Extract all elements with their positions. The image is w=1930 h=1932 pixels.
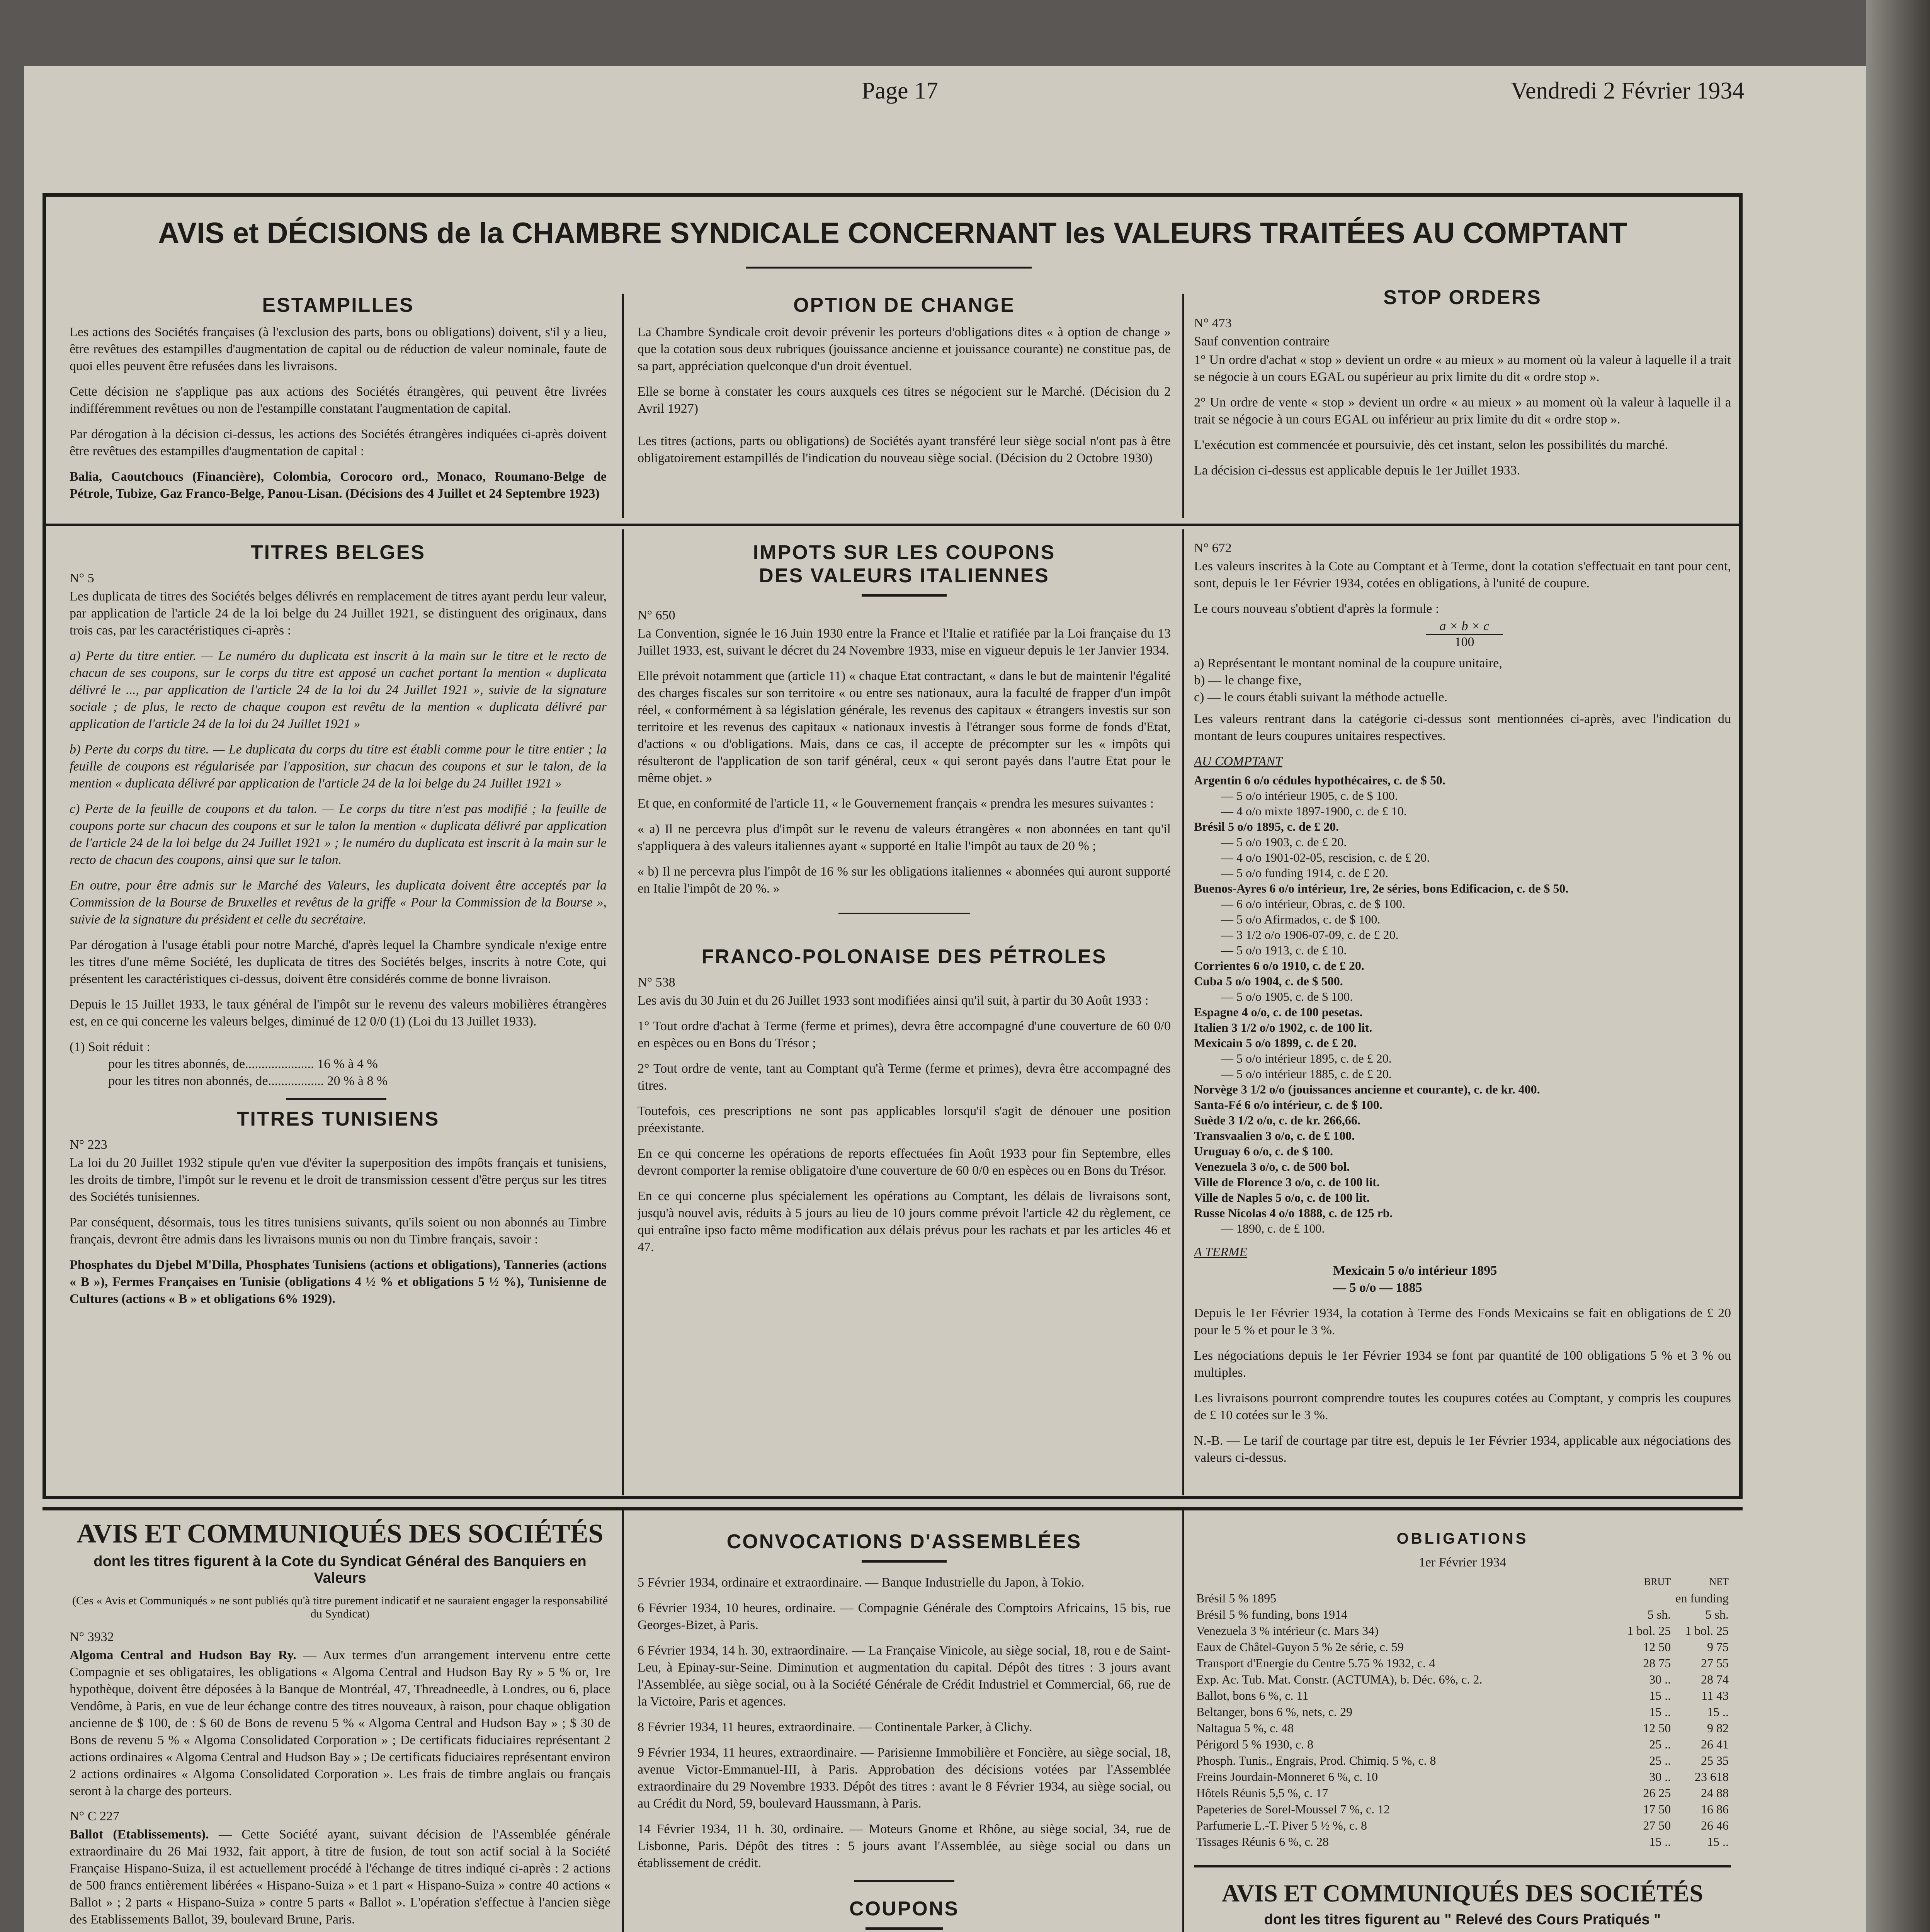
convocation-item: 14 Février 1934, 11 h. 30, ordinaire. — Moteurs Gnome et Rhône, au siège social, 34, rue de Lisbonne, Paris. Dépôt des titres : 5 jours avant l'Assemblée, au siège social ou dans un établissement de crédit. [638, 1822, 1171, 1870]
obligation-name: Hôtels Réunis 5,5 %, c. 17 [1196, 1786, 1328, 1800]
coupure-item: Suède 3 1/2 o/o, c. de kr. 266,66. [1194, 1113, 1360, 1127]
obligation-brut: 25 .. [1649, 1753, 1671, 1767]
divider [1182, 294, 1184, 518]
divider [1182, 529, 1184, 1495]
n672-p3: Les valeurs rentrant dans la catégorie ci-dessus sont mentionnées ci-après, avec l'indication du montant de leurs coupures unitaires respectives. [1194, 712, 1731, 743]
belges-note0: (1) Soit réduit : [70, 1040, 150, 1054]
avis-paragraph [70, 1647, 610, 1800]
obligation-name: Périgord 5 % 1930, c. 8 [1196, 1737, 1314, 1751]
title-rule [746, 267, 1032, 269]
table-row [1194, 1752, 1731, 1769]
impots-rule [862, 594, 947, 597]
coupure-item: — 5 o/o 1913, c. de £ 10. [1221, 943, 1347, 957]
tunisiens-p1: La loi du 20 Juillet 1932 stipule qu'en vue d'éviter la superposition des impôts français et tunisiens, les droits de timbre, l'impôt sur le revenu et le droit de transmission cessent d'être perçus sur les titres des Sociétés tunisiennes. [70, 1156, 607, 1204]
obligation-net: 15 .. [1707, 1705, 1729, 1719]
terme-2: — 5 o/o — 1885 [1333, 1281, 1422, 1295]
bottom-frame-top [43, 1507, 1743, 1510]
stop-p1: 1° Un ordre d'achat « stop » devient un ordre « au mieux » au moment où la valeur à laquelle il a trait se négocie à un cours EGAL ou supérieur au prix limite du dit « ordre stop ». [1194, 353, 1731, 384]
formula-numerator: a × b × c [1426, 619, 1503, 635]
sep-rule [286, 1098, 386, 1100]
obligation-brut: 5 sh. [1647, 1607, 1671, 1621]
coupure-item: Corrientes 6 o/o 1910, c. de £ 20. [1194, 959, 1364, 973]
obligation-net: 1 bol. 25 [1685, 1624, 1729, 1638]
belges-p3: b) Perte du corps du titre. — Le duplicata du corps du titre est établi comme pour le titre entier ; la feuille de coupons est régularisée par l'apposition, sur chacun des coupons et sur le talon, de la mention « duplicata délivré par application de l'article 24 de la loi belge du 24 Juillet 1921 » [70, 742, 607, 791]
belges-p1: Les duplicata de titres des Sociétés belges délivrés en remplacement de titres ayant perdu leur valeur, par application de l'article 24 de la loi belge du 24 Juillet 1921, se distinguent des originaux, dans trois cas, par les caractéristiques ci-après : [70, 589, 607, 638]
stop-p2: 2° Un ordre de vente « stop » devient un ordre « au mieux » au moment où la valeur à laquelle il a trait se négocie à un cours EGAL ou inférieur au prix limite du dit « ordre stop ». [1194, 395, 1731, 427]
table-row [1194, 1720, 1731, 1736]
n672-p6: Les livraisons pourront comprendre toutes les coupures cotées au Comptant, y compris les coupures de £ 10 cotées sur le 3 %. [1194, 1391, 1731, 1422]
avis-left-items [70, 1630, 610, 1932]
obligation-net: 26 41 [1701, 1737, 1729, 1751]
divider [622, 294, 624, 518]
convocation-item: 8 Février 1934, 11 heures, extraordinaire. — Continentale Parker, à Clichy. [638, 1720, 1032, 1734]
coupure-item: Brésil 5 o/o 1895, c. de £ 20. [1194, 820, 1339, 833]
n672-c: c) — le cours établi suivant la méthode actuelle. [1194, 690, 1448, 704]
book-spine [1866, 0, 1930, 1932]
coupure-item: Mexicain 5 o/o 1899, c. de £ 20. [1194, 1036, 1357, 1050]
obligation-net: 27 55 [1701, 1656, 1729, 1670]
main-title: AVIS et DÉCISIONS de la CHAMBRE SYNDICALE CONCERNANT les VALEURS TRAITÉES AU COMPTANT [158, 217, 1627, 250]
coupure-item: — 5 o/o funding 1914, c. de £ 20. [1221, 866, 1388, 880]
obligation-net: 15 .. [1707, 1835, 1729, 1849]
n672-section [1194, 541, 1731, 1488]
divider [1182, 1510, 1184, 1932]
table-row [1194, 1801, 1731, 1817]
coupure-item: — 5 o/o 1905, c. de $ 100. [1221, 990, 1353, 1003]
table-row [1194, 1590, 1731, 1606]
convocations-rule [862, 1560, 947, 1563]
table-row [1194, 1687, 1731, 1704]
obligations-date: 1er Février 1934 [1418, 1555, 1507, 1570]
franco-p3: 2° Tout ordre de vente, tant au Comptant qu'à Terme (ferme et primes), devra être accompagné des titres. [638, 1061, 1171, 1093]
coupons-mid-title: COUPONS [849, 1898, 959, 1920]
estampilles-p2: Cette décision ne s'applique pas aux actions des Sociétés étrangères, qui peuvent être livrées indifféremment revêtues ou non de l'estampille constatant l'augmentation de capital. [70, 384, 607, 416]
table-row [1194, 1622, 1731, 1639]
obligation-name: Phosph. Tunis., Engrais, Prod. Chimiq. 5 %, c. 8 [1196, 1753, 1436, 1767]
tunisiens-title: TITRES TUNISIENS [236, 1108, 440, 1130]
avis-company: Algoma Central and Hudson Bay Ry. [70, 1648, 296, 1662]
obligation-name: Transport d'Energie du Centre 5.75 % 1932, c. 4 [1196, 1656, 1435, 1670]
obligation-net: 25 35 [1701, 1753, 1729, 1767]
coupure-item: Argentin 6 o/o cédules hypothécaires, c. de $ 50. [1194, 773, 1445, 787]
sep-rule [854, 1880, 954, 1882]
convocation-item: 6 Février 1934, 14 h. 30, extraordinaire. — La Française Vinicole, au siège social, 18, rou e de Saint-Leu, à Epinay-sur-Seine. Diminution et augmentation du capital. Dépôt des titres : 3 jours avant l'Assemblée, au siège social, ou à la Société Générale de Crédit Industriel et Commercial, 66, rue de la Victoire, Paris et agences. [638, 1643, 1171, 1709]
avis-right-title: AVIS ET COMMUNIQUÉS DES SOCIÉTÉS [1222, 1879, 1703, 1907]
estampilles-p3: Par dérogation à la décision ci-dessus, les actions des Sociétés étrangères indiquées ci-après doivent être revêtues des estampilles d'augmentation de capital : [70, 427, 607, 458]
obligation-name: Exp. Ac. Tub. Mat. Constr. (ACTUMA), b. Déc. 6%, c. 2. [1196, 1672, 1483, 1686]
divider [622, 1510, 624, 1932]
formula-denominator: 100 [1454, 635, 1474, 649]
tunisiens-p2: Par conséquent, désormais, tous les titres tunisiens suivants, qu'ils soient ou non abonnés au Timbre français, devront être admis dans les livraisons munis ou non du Timbre français, savoir : [70, 1215, 607, 1247]
convocations-section [638, 1530, 1171, 1932]
obligations-title: OBLIGATIONS [1396, 1530, 1529, 1547]
stop-orders-section [1194, 286, 1731, 522]
option-section [638, 294, 1171, 522]
coupure-item: — 5 o/o Afirmados, c. de $ 100. [1221, 912, 1381, 926]
obligation-name: Ballot, bons 6 %, c. 11 [1196, 1689, 1309, 1702]
estampilles-section [70, 294, 607, 522]
avis-right-subtitle: dont les titres figurent au " Relevé des Cours Pratiqués " [1264, 1912, 1661, 1928]
page-date: Vendredi 2 Février 1934 [1511, 78, 1745, 104]
belges-note2: pour les titres non abonnés, de................. 20 % à 8 % [108, 1074, 388, 1088]
obligation-name: Brésil 5 % funding, bons 1914 [1196, 1607, 1348, 1621]
sep-rule [1194, 1865, 1731, 1867]
coupure-item: — 5 o/o intérieur 1905, c. de $ 100. [1221, 789, 1398, 803]
belges-title: TITRES BELGES [250, 541, 426, 564]
coupure-list [1194, 772, 1731, 1236]
stop-number: N° 473 [1194, 316, 1232, 330]
avis-left-subtitle: dont les titres figurent à la Cote du Syndicat Général des Banquiers en Valeurs [94, 1553, 587, 1586]
table-row [1194, 1606, 1731, 1622]
coupure-item: Ville de Florence 3 o/o, c. de 100 lit. [1194, 1175, 1380, 1189]
obligation-brut: 12 50 [1643, 1640, 1671, 1654]
coupure-item: Transvaalien 3 o/o, c. de £ 100. [1194, 1129, 1355, 1143]
franco-p6: En ce qui concerne plus spécialement les opérations au Comptant, les délais de livraisons sont, jusqu'à nouvel avis, réduits à 5 jours au lieu de 10 jours comme prévoit l'article 42 du règlement, ce qui entraîne ipso facto même modification aux délais prévus pour les rachats et par les articles 46 et 47. [638, 1189, 1171, 1254]
col-net: NET [1709, 1576, 1729, 1587]
obligation-net: 9 82 [1707, 1721, 1729, 1735]
option-p1: La Chambre Syndicale croit devoir prévenir les porteurs d'obligations dites « à option de change » que la cotation sous deux rubriques (jouissance ancienne et jouissance courante) ne constitue pas, de sa part, appréciation quelconque d'un droit éventuel. [638, 325, 1171, 373]
obligation-name: Eaux de Châtel-Guyon 5 % 2e série, c. 59 [1196, 1640, 1404, 1654]
sep-rule [838, 913, 970, 914]
n672-number: N° 672 [1194, 541, 1232, 555]
n672-p5: Les négociations depuis le 1er Février 1934 se font par quantité de 100 obligations 5 % et 3 % ou multiples. [1194, 1349, 1731, 1380]
n672-a: a) Représentant le montant nominal de la coupure unitaire, [1194, 656, 1502, 670]
coupure-item: Russe Nicolas 4 o/o 1888, c. de 125 rb. [1194, 1206, 1393, 1220]
obligation-brut: 17 50 [1643, 1802, 1671, 1816]
impots-p2: Elle prévoit notamment que (article 11) « chaque Etat contractant, « dans le but de maintenir l'égalité des charges fiscales sur son territoire « ou entre ses nationaux, aura la faculté de frapper d'un impôt réel, « conformément à sa législation générale, les revenus des capitaux « étrangers investis sur son territoire et les revenus des capitaux « nationaux investis à l'étranger sous forme de fonds d'Etat, d'actions « ou d'obligations. Mais, dans ce cas, il accepte de précompter sur les « impôts qui résulteront de l'application de son tarif général, ceux « qui seront payés dans l'autre Etat pour le même objet. » [638, 669, 1171, 785]
obligation-brut: 28 75 [1643, 1656, 1671, 1670]
impots-p4: « a) Il ne percevra plus d'impôt sur le revenu de valeurs étrangères « non abonnées en tant qu'il s'appliquera à des valeurs italiennes ayant « supporté en Italie l'impôt au taux de 20 % ; [638, 822, 1171, 853]
obligation-net: 26 46 [1701, 1818, 1729, 1832]
obligation-net: 23 618 [1695, 1770, 1729, 1784]
coupure-item: Buenos-Ayres 6 o/o intérieur, 1re, 2e séries, bons Edificacion, c. de $ 50. [1194, 881, 1569, 895]
franco-p1: Les avis du 30 Juin et du 26 Juillet 1933 sont modifiées ainsi qu'il suit, à partir du 30 Août 1933 : [638, 993, 1149, 1008]
obligation-net: 11 43 [1701, 1689, 1729, 1702]
convocations-title: CONVOCATIONS D'ASSEMBLÉES [726, 1531, 1082, 1553]
coupure-item: Norvège 3 1/2 o/o (jouissances ancienne et courante), c. de kr. 400. [1194, 1082, 1540, 1096]
n672-b: b) — le change fixe, [1194, 673, 1302, 687]
avis-number: N° 3932 [70, 1630, 114, 1644]
stop-p4: La décision ci-dessus est applicable depuis le 1er Juillet 1933. [1194, 463, 1520, 478]
obligation-name: Naltagua 5 %, c. 48 [1196, 1721, 1294, 1735]
option-p2: Elle se borne à constater les cours auxquels ces titres se négocient sur le Marché. (Décision du 2 Avril 1927) [638, 384, 1171, 416]
belges-p5: En outre, pour être admis sur le Marché des Valeurs, les duplicata doivent être acceptés par la Commission de la Bourse de Bruxelles et revêtus de la griffe « Pour la Commission de la Bourse », suivie de la signature du président et celle du secrétaire. [70, 878, 607, 927]
belges-p2: a) Perte du titre entier. — Le numéro du duplicata est inscrit à la main sur le titre et le recto de chacun de ses coupons, sur le corps du titre est apposé un cachet portant la mention « duplicata délivré le ..., par application de l'article 24 de la loi du 24 Juillet 1921 », suivie de la signature sociale ; de plus, le recto de chaque coupon est revêtu de la mention « duplicata délivré par application de l'article 24 de la loi du 24 Juillet 1921 » [70, 649, 607, 731]
avis-left-section [70, 1519, 610, 1932]
tunisiens-number: N° 223 [70, 1138, 107, 1152]
obligation-name: Venezuela 3 % intérieur (c. Mars 34) [1196, 1624, 1379, 1638]
estampilles-p4: Balia, Caoutchoucs (Financière), Colombia, Corocoro ord., Monaco, Roumano-Belge de Pétrole, Tubize, Gaz Franco-Belge, Panou-Lisan. (Décisions des 4 Juillet et 24 Septembre 1923) [70, 469, 607, 501]
table-row [1194, 1736, 1731, 1752]
coupure-item: Cuba 5 o/o 1904, c. de $ 500. [1194, 974, 1343, 988]
obligation-name: Papeteries de Sorel-Moussel 7 %, c. 12 [1196, 1802, 1390, 1816]
convocation-item: 9 Février 1934, 11 heures, extraordinaire. — Parisienne Immobilière et Foncière, au siège social, 18, avenue Victor-Emmanuel-III, à Paris. Approbation des décisions votées par l'Assemblée extraordinaire du 29 Novembre 1933. Dépôt des titres : avant le 8 Février 1934, au siège social, ou au Crédit du Nord, 59, boulevard Haussmann, à Paris. [638, 1745, 1171, 1811]
convocation-item: 5 Février 1934, ordinaire et extraordinaire. — Banque Industrielle du Japon, à Tokio. [638, 1575, 1085, 1590]
obligation-net: en funding [1675, 1591, 1729, 1605]
obligation-brut: 30 .. [1649, 1770, 1671, 1784]
table-row [1194, 1639, 1731, 1655]
estampilles-p1: Les actions des Sociétés françaises (à l'exclusion des parts, bons ou obligations) doivent, s'il y a lieu, être revêtues des estampilles d'augmentation de capital ou de réduction de valeur nominale, faute de quoi elles peuvent être refusées dans les livraisons. [70, 325, 607, 373]
obligation-net: 28 74 [1701, 1672, 1729, 1686]
obligation-name: Brésil 5 % 1895 [1196, 1591, 1277, 1605]
row-divider [43, 524, 1743, 526]
obligation-brut: 15 .. [1649, 1689, 1671, 1702]
obligation-name: Beltanger, bons 6 %, nets, c. 29 [1196, 1705, 1352, 1719]
coupure-item: — 1890, c. de £ 100. [1221, 1221, 1325, 1235]
au-comptant-label: AU COMPTANT [1194, 754, 1282, 769]
avis-left-title: AVIS ET COMMUNIQUÉS DES SOCIÉTÉS [77, 1519, 604, 1549]
coupure-item: Uruguay 6 o/o, c. de $ 100. [1194, 1144, 1333, 1158]
coupure-item: Italien 3 1/2 o/o 1902, c. de 100 lit. [1194, 1020, 1372, 1034]
estampilles-title: ESTAMPILLES [262, 294, 414, 316]
table-row [1194, 1833, 1731, 1850]
obligation-brut: 25 .. [1649, 1737, 1671, 1751]
belges-number: N° 5 [70, 571, 94, 585]
coupure-item: Espagne 4 o/o, c. de 100 pesetas. [1194, 1005, 1363, 1019]
col-brut: BRUT [1644, 1576, 1671, 1587]
option-title: OPTION DE CHANGE [793, 294, 1015, 316]
obligation-brut: 27 50 [1643, 1818, 1671, 1832]
table-row [1194, 1785, 1731, 1801]
impots-title-2: DES VALEURS ITALIENNES [759, 565, 1049, 587]
coupure-item: — 4 o/o mixte 1897-1900, c. de £ 10. [1221, 804, 1407, 818]
table-row [1194, 1817, 1731, 1833]
avis-number: N° C 227 [70, 1809, 119, 1823]
coupure-item: Ville de Naples 5 o/o, c. de 100 lit. [1194, 1190, 1370, 1204]
divider [622, 529, 624, 1495]
right-bottom-section [1194, 1530, 1731, 1932]
franco-p2: 1° Tout ordre d'achat à Terme (ferme et primes), devra être accompagné d'une couverture de 60 0/0 en espèces ou en Bons du Trésor ; [638, 1019, 1171, 1050]
obligation-brut: 26 25 [1643, 1786, 1671, 1800]
obligation-brut: 1 bol. 25 [1627, 1624, 1671, 1638]
coupure-item: Santa-Fé 6 o/o intérieur, c. de $ 100. [1194, 1098, 1382, 1112]
stop-p0: Sauf convention contraire [1194, 334, 1330, 349]
a-terme-label: A TERME [1194, 1245, 1248, 1259]
coupure-item: Venezuela 3 o/o, c. de 500 bol. [1194, 1160, 1350, 1173]
impots-p1: La Convention, signée le 16 Juin 1930 entre la France et l'Italie et ratifiée par la Loi française du 13 Juillet 1933, est, suivant le décret du 24 Novembre 1933, mise en vigueur depuis le 1er Janvier 1934. [638, 626, 1171, 658]
obligation-name: Tissages Réunis 6 %, c. 28 [1196, 1835, 1329, 1849]
obligation-name: Parfumerie L.-T. Piver 5 ½ %, c. 8 [1196, 1818, 1367, 1832]
belges-p4: c) Perte de la feuille de coupons et du talon. — Le corps du titre n'est pas modifié ; la feuille de coupons porte sur chacun des coupons et sur le talon la mention « duplicata délivré par application de l'article 24 de la loi belge du 24 Juillet 1921 » ; le numéro du duplicata est inscrit à la main sur le recto de chacun des coupons, ainsi que sur le talon. [70, 802, 607, 867]
franco-p5: En ce qui concerne les opérations de reports effectuées fin Août 1933 pour fin Septembre, elles devront comporter la remise obligatoire d'une couverture de 60 0/0 en espèces ou en Bons du Trésor. [638, 1146, 1171, 1178]
impots-section [638, 541, 1171, 1488]
obligations-table [1194, 1574, 1731, 1850]
obligation-brut: 15 .. [1649, 1835, 1671, 1849]
table-row [1194, 1704, 1731, 1720]
coupons-mid-rule [866, 1927, 943, 1930]
coupure-item: — 4 o/o 1901-02-05, rescision, c. de £ 20. [1221, 850, 1430, 864]
obligation-brut: 30 .. [1649, 1672, 1671, 1686]
belges-p6: Par dérogation à l'usage établi pour notre Marché, d'après lequel la Chambre syndicale n'exige entre les titres d'une même Société, les duplicata de titres des Sociétés belges, inscrits à notre Cote, qui présentent les caractéristiques ci-dessus, doivent être considérés comme de bonne livraison. [70, 938, 607, 986]
avis-text: — Aux termes d'un arrangement intervenu entre cette Compagnie et ses obligataires, les obligations « Algoma Central and Hudson Bay Ry » 5 % or, 1re hypothèque, doivent être déposées à la Banque de Montréal, 47, Threadneedle, à Londres, ou 6, place Vendôme, à Paris, en vue de leur échange contre des titres nouveaux, à raison, pour chaque obligation ancienne de $ 100, de : $ 60 de Bons de revenu 5 % « Algoma Central and Hudson Bay » ; $ 30 de Bons de revenu 5 % « Algoma Consolidated Corporation » ; De certificats fiduciaires représentant 2 actions ordinaires « Algoma Central and Hudson Bay » ; De certificats fiduciaires représentant environ 2 actions ordinaires « Algoma Consolidated Corporation ». Les frais de timbre anglais ou français seront à la charge des porteurs. [70, 1648, 610, 1798]
titres-belges-section [70, 541, 607, 1488]
stop-p3: L'exécution est commencée et poursuivie, dès cet instant, selon les possibilités du marché. [1194, 438, 1668, 452]
option-p3: Les titres (actions, parts ou obligations) de Sociétés ayant transféré leur siège social n'ont pas à être obligatoirement estampillés de l'indication du nouveau siège social. (Décision du 2 Octobre 1930) [638, 434, 1171, 465]
impots-number: N° 650 [638, 608, 675, 622]
n672-p4: Depuis le 1er Février 1934, la cotation à Terme des Fonds Mexicains se fait en obligations de £ 20 pour le 5 % et pour le 3 %. [1194, 1306, 1731, 1337]
obligation-brut: 12 50 [1643, 1721, 1671, 1735]
franco-p4: Toutefois, ces prescriptions ne sont pas applicables lorsqu'il s'agit de dénouer une position préexistante. [638, 1104, 1171, 1135]
avis-left-note: (Ces « Avis et Communiqués » ne sont publiés qu'à titre purement indicatif et ne sauraient engager la responsabilité du Syndicat) [72, 1594, 608, 1620]
franco-number: N° 538 [638, 975, 675, 990]
n672-p1: Les valeurs inscrites à la Cote au Comptant et à Terme, dont la cotation s'effectuait en tant pour cent, sont, depuis le 1er Février 1934, cotées en obligations, à l'unité de coupure. [1194, 559, 1731, 590]
obligation-brut [1618, 1590, 1673, 1606]
table-row [1194, 1769, 1731, 1785]
tunisiens-p3: Phosphates du Djebel M'Dilla, Phosphates Tunisiens (actions et obligations), Tanneries (actions « B »), Fermes Françaises en Tunisie (obligations 4 ½ % et obligations 5 ½ %), Tunisienne de Cultures (actions « B » et obligations 6% 1929). [70, 1258, 607, 1306]
stop-title: STOP ORDERS [1383, 286, 1542, 309]
avis-paragraph [70, 1826, 610, 1928]
obligation-brut: 15 .. [1649, 1705, 1671, 1719]
table-row [1194, 1671, 1731, 1687]
n672-p2: Le cours nouveau s'obtient d'après la formule : [1194, 602, 1439, 616]
avis-text: — Cette Société ayant, suivant décision de l'Assemblée générale extraordinaire du 26 Mai 1932, fait apport, à titre de fusion, de tout son actif social à la Société Française Hispano-Suiza, il est actuellement procédé à l'échange de titres indiqué ci-après : 2 actions de 500 francs entièrement libérées « Hispano-Suiza » et 1 part « Hispano-Suiza » contre 40 actions « Ballot » ; 2 parts « Hispano-Suiza » contre 5 parts « Ballot ». L'opération s'effectue à l'ancien siège des Etablissements Ballot, 39, boulevard Brune, Paris. [70, 1827, 610, 1927]
table-row [1194, 1655, 1731, 1671]
coupure-item: — 5 o/o 1903, c. de £ 20. [1221, 835, 1347, 849]
impots-title-1: IMPOTS SUR LES COUPONS [753, 541, 1056, 564]
n672-p7: N.-B. — Le tarif de courtage par titre est, depuis le 1er Février 1934, applicable aux négociations des valeurs ci-dessus. [1194, 1434, 1731, 1465]
coupure-item: — 5 o/o intérieur 1885, c. de £ 20. [1221, 1067, 1392, 1081]
franco-title: FRANCO-POLONAISE DES PÉTROLES [701, 946, 1107, 968]
obligation-net: 16 86 [1701, 1802, 1729, 1816]
terme-1: Mexicain 5 o/o intérieur 1895 [1333, 1264, 1497, 1278]
impots-p3: Et que, en conformité de l'article 11, « le Gouvernement français « prendra les mesures suivantes : [638, 796, 1154, 811]
convocation-item: 6 Février 1934, 10 heures, ordinaire. — Compagnie Générale des Comptoirs Africains, 15 bis, rue Georges-Bizet, à Paris. [638, 1601, 1171, 1632]
obligation-name: Freins Jourdain-Monneret 6 %, c. 10 [1196, 1770, 1378, 1784]
page-number: Page 17 [862, 78, 939, 104]
coupure-item: — 6 o/o intérieur, Obras, c. de $ 100. [1221, 897, 1405, 911]
obligation-net: 24 88 [1701, 1786, 1729, 1800]
obligation-net: 5 sh. [1705, 1607, 1729, 1621]
convocations-items [638, 1574, 1171, 1872]
belges-note1: pour les titres abonnés, de..................... 16 % à 4 % [108, 1057, 378, 1071]
obligation-net: 9 75 [1707, 1640, 1729, 1654]
coupure-item: — 3 1/2 o/o 1906-07-09, c. de £ 20. [1221, 928, 1399, 942]
coupure-item: — 5 o/o intérieur 1895, c. de £ 20. [1221, 1051, 1392, 1065]
impots-p5: « b) Il ne percevra plus l'impôt de 16 % sur les obligations italiennes « abonnées qui auront supporté en Italie l'impôt de 20 %. » [638, 864, 1171, 896]
avis-company: Ballot (Etablissements). [70, 1827, 209, 1842]
belges-p7: Depuis le 15 Juillet 1933, le taux général de l'impôt sur le revenu des valeurs mobilières étrangères est, en ce qui concerne les valeurs belges, diminué de 12 0/0 (1) (Loi du 13 Juillet 1933). [70, 997, 607, 1029]
